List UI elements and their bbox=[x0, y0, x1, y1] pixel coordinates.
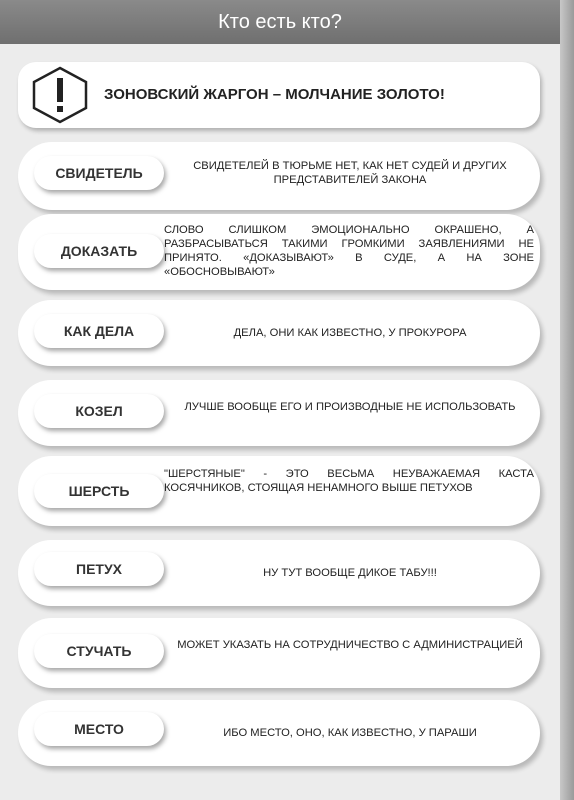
term-badge: КАК ДЕЛА bbox=[34, 314, 164, 348]
page-title: Кто есть кто? bbox=[0, 0, 560, 44]
term-badge: СВИДЕТЕЛЬ bbox=[34, 156, 164, 190]
warning-banner bbox=[18, 62, 540, 128]
term-description: ИБО МЕСТО, ОНО, КАК ИЗВЕСТНО, У ПАРАШИ bbox=[223, 727, 477, 739]
term-badge: ПЕТУХ bbox=[34, 552, 164, 586]
term-badge: ДОКАЗАТЬ bbox=[34, 234, 164, 268]
term-description: ДЕЛА, ОНИ КАК ИЗВЕСТНО, У ПРОКУРОРА bbox=[233, 327, 467, 339]
term-description: НУ ТУТ ВООБЩЕ ДИКОЕ ТАБУ!!! bbox=[263, 567, 437, 579]
term-badge: ШЕРСТЬ bbox=[34, 474, 164, 508]
warning-text: ЗОНОВСКИЙ ЖАРГОН – МОЛЧАНИЕ ЗОЛОТО! bbox=[104, 86, 445, 103]
term-badge: КОЗЕЛ bbox=[34, 394, 164, 428]
term-badge: СТУЧАТЬ bbox=[34, 634, 164, 668]
term-description: СВИДЕТЕЛЕЙ В ТЮРЬМЕ НЕТ, КАК НЕТ СУДЕЙ И ДРУГИХ ПРЕДСТАВИТЕЛЕЙ ЗАКОНА bbox=[193, 160, 507, 186]
term-description: "ШЕРСТЯНЫЕ" - ЭТО ВЕСЬМА НЕУВАЖАЕМАЯ КАСТА КОСЯЧНИКОВ, СТОЯЩАЯ НЕНАМНОГО ВЫШЕ ПЕТУХОВ bbox=[164, 468, 534, 494]
term-description: ЛУЧШЕ ВООБЩЕ ЕГО И ПРОИЗВОДНЫЕ НЕ ИСПОЛЬЗОВАТЬ bbox=[184, 401, 516, 413]
term-badge: МЕСТО bbox=[34, 712, 164, 746]
term-description: МОЖЕТ УКАЗАТЬ НА СОТРУДНИЧЕСТВО С АДМИНИСТРАЦИЕЙ bbox=[177, 639, 523, 651]
term-description: СЛОВО СЛИШКОМ ЭМОЦИОНАЛЬНО ОКРАШЕНО, А РАЗБРАСЫВАТЬСЯ ТАКИМИ ГРОМКИМИ ЗАЯВЛЕНИЯМИ НЕ ПРИНЯТО. «ДОКАЗЫВАЮТ» В СУДЕ, А НА ЗОНЕ «ОБОСНОВЫВАЮТ» bbox=[164, 224, 534, 278]
page-edge bbox=[560, 0, 574, 800]
warning-icon bbox=[28, 66, 92, 124]
